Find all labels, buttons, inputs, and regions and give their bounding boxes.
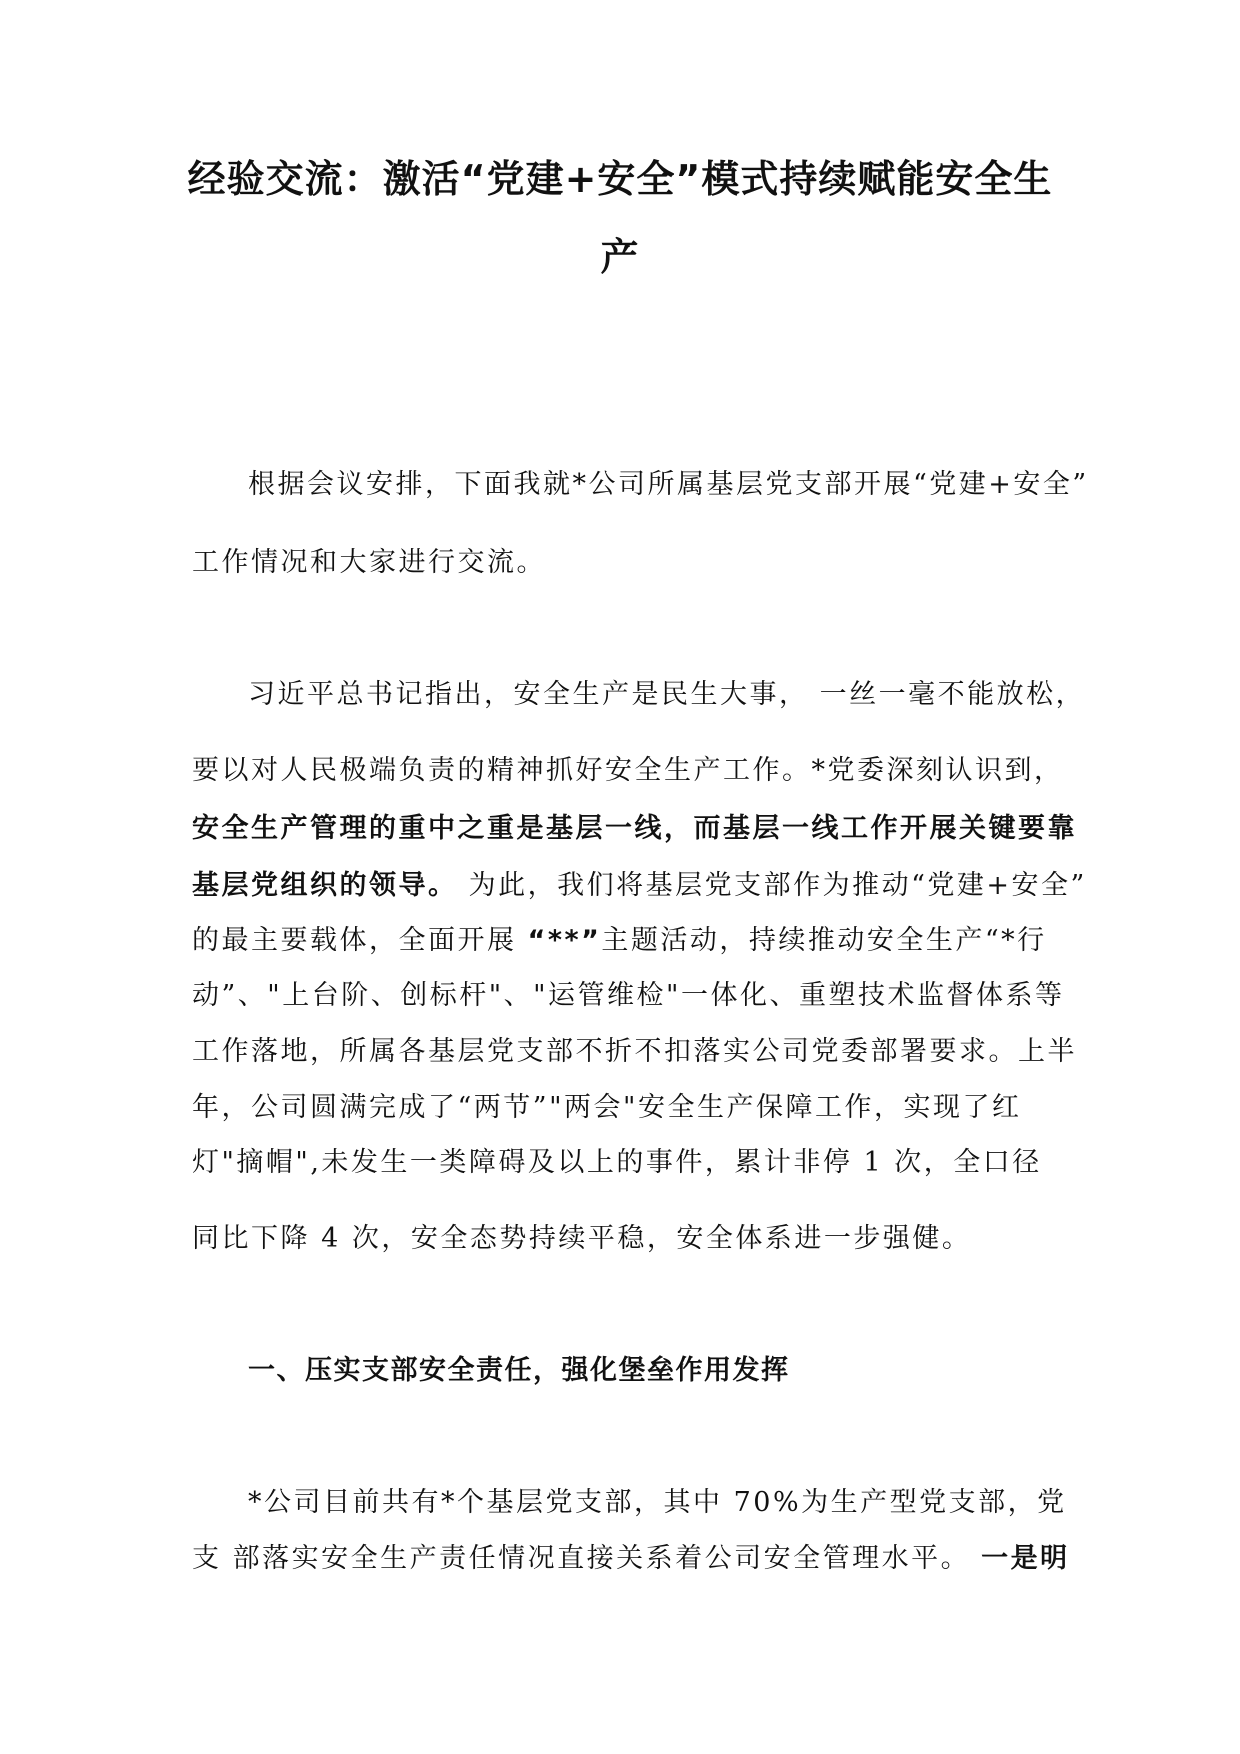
paragraph-2-line-9: 灯"摘帽",未发生一类障碍及以上的事件，累计非停 1 次，全口径 — [192, 1147, 1042, 1178]
activity-name: “**” — [527, 925, 602, 956]
paragraph-2-line-4-rest: 为此，我们将基层党支部作为推动“党建+安全” — [457, 870, 1087, 901]
paragraph-2-line-1: 习近平总书记指出，安全生产是民生大事， 一丝一毫不能放松， — [248, 679, 1086, 710]
paragraph-2-line-8: 年，公司圆满完成了“两节”"两会"安全生产保障工作，实现了红 — [192, 1092, 1022, 1123]
paragraph-3-line-1: *公司目前共有*个基层党支部，其中 70%为生产型党支部，党 — [248, 1487, 1067, 1518]
title-line-2: 产 — [600, 235, 640, 279]
section-heading-1: 一、压实支部安全责任，强化堡垒作用发挥 — [248, 1355, 790, 1386]
paragraph-2-line-10: 同比下降 4 次，安全态势持续平稳，安全体系进一步强健。 — [192, 1223, 972, 1254]
paragraph-2-line-4 — [192, 863, 1087, 902]
paragraph-2-line-6: 动”、"上台阶、创标杆"、"运管维检"一体化、重塑技术监督体系等 — [192, 980, 1065, 1011]
paragraph-2-line-5-a: 的最主要载体，全面开展 — [192, 925, 528, 956]
paragraph-1-line-2: 工作情况和大家进行交流。 — [192, 547, 546, 578]
paragraph-3-line-2-bold: 一是明 — [981, 1543, 1070, 1574]
paragraph-2-line-3: 安全生产管理的重中之重是基层一线，而基层一线工作开展关键要靠 — [192, 813, 1077, 844]
paragraph-3-line-2-a: 支 部落实安全生产责任情况直接关系着公司安全管理水平。 — [192, 1543, 982, 1574]
paragraph-2-line-2: 要以对人民极端负责的精神抓好安全生产工作。*党委深刻认识到， — [192, 755, 1064, 786]
paragraph-2-line-5 — [192, 918, 1047, 957]
emphasis-text: 基层党组织的领导。 — [192, 870, 458, 901]
paragraph-3-line-2 — [192, 1536, 1070, 1575]
paragraph-2-line-7: 工作落地，所属各基层党支部不折不扣落实公司党委部署要求。上半 — [192, 1036, 1077, 1067]
document-title — [150, 140, 1090, 296]
paragraph-1-line-1: 根据会议安排，下面我就*公司所属基层党支部开展“党建+安全” — [248, 469, 1089, 500]
title-line-1: 经验交流：激活“党建+安全”模式持续赋能安全生 — [187, 157, 1053, 201]
paragraph-2-line-5-b: 主题活动，持续推动安全生产“*行 — [601, 925, 1047, 956]
